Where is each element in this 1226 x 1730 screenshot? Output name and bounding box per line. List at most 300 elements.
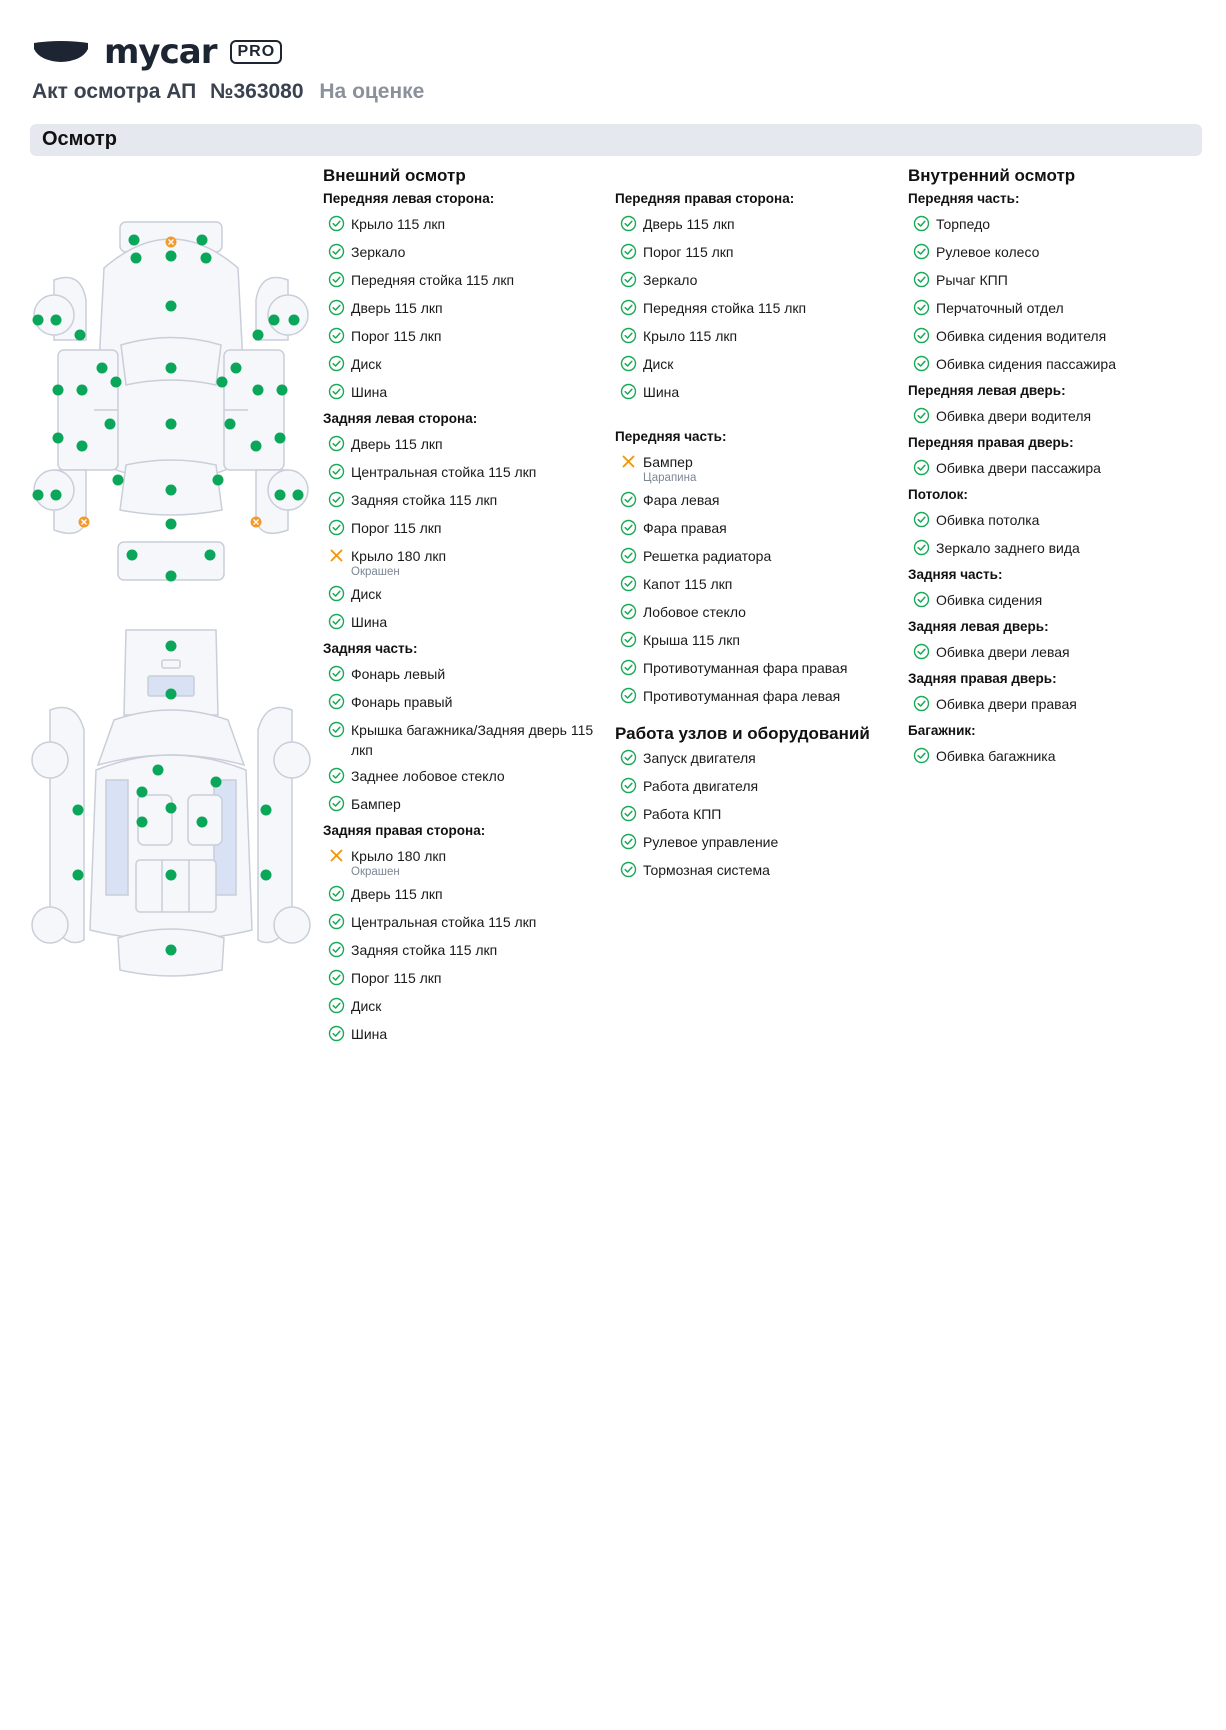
check-circle-icon	[620, 575, 637, 592]
checklist-item	[323, 584, 608, 606]
exterior-ok-marker	[33, 490, 44, 501]
checklist-item	[615, 776, 900, 798]
check-circle-icon	[620, 299, 637, 316]
checklist-item-label	[351, 794, 401, 814]
checklist-item-label	[351, 434, 443, 454]
checklist-item	[908, 270, 1193, 292]
exterior-ok-marker	[111, 377, 122, 388]
item-label-text: Противотуманная фара правая	[643, 660, 848, 676]
check-circle-icon	[328, 997, 345, 1014]
checklist-item	[908, 298, 1193, 320]
checklist-item-label	[643, 242, 734, 262]
item-label-text: Передняя стойка 115 лкп	[351, 272, 515, 288]
checklist-item	[323, 692, 608, 714]
exterior-column-left	[323, 166, 608, 1052]
check-circle-icon	[913, 511, 930, 528]
exterior-ok-marker	[217, 377, 228, 388]
group-title: Передняя часть:	[615, 429, 727, 444]
checklist-item-label	[936, 642, 1070, 662]
checklist-item	[615, 546, 900, 568]
item-label-text: Заднее лобовое стекло	[351, 768, 505, 784]
checklist-item	[615, 804, 900, 826]
checklist-item	[323, 326, 608, 348]
check-circle-icon	[328, 969, 345, 986]
checklist-item	[615, 490, 900, 512]
logo-wordmark: mycar	[104, 32, 217, 72]
check-circle-icon	[328, 243, 345, 260]
item-label-text: Тормозная система	[643, 862, 770, 878]
group-title: Передняя левая дверь:	[908, 383, 1066, 398]
checklist-item-label	[936, 326, 1106, 346]
item-label-text: Работа двигателя	[643, 778, 759, 794]
item-label-text: Фонарь правый	[351, 694, 453, 710]
item-label-text: Шина	[643, 384, 680, 400]
cross-icon	[620, 453, 637, 470]
checklist-item-label	[643, 326, 737, 346]
check-circle-icon	[328, 885, 345, 902]
item-label-text: Зеркало	[351, 244, 406, 260]
group-title: Задняя часть:	[908, 567, 1003, 582]
checklist-item	[908, 242, 1193, 264]
check-circle-icon	[620, 327, 637, 344]
checklist-item	[323, 664, 608, 686]
check-circle-icon	[913, 747, 930, 764]
checklist-item-label	[643, 658, 847, 678]
item-label-text: Дверь 115 лкп	[351, 436, 443, 452]
interior-ok-marker	[153, 765, 164, 776]
exterior-ok-marker	[197, 235, 208, 246]
checklist-item-label	[936, 590, 1042, 610]
checklist-item	[323, 968, 608, 990]
checklist-item	[323, 612, 608, 634]
checklist-item-label	[643, 490, 720, 510]
checklist-item-label	[643, 518, 727, 538]
item-label-text: Центральная стойка 115 лкп	[351, 464, 537, 480]
checklist-item	[615, 242, 900, 264]
item-label-text: Крыша 115 лкп	[643, 632, 740, 648]
exterior-ok-marker	[77, 441, 88, 452]
exterior-ok-marker	[166, 485, 177, 496]
checklist-item-label	[351, 490, 497, 510]
checklist-item-label	[351, 664, 445, 684]
checklist-item	[615, 270, 900, 292]
check-circle-icon	[620, 491, 637, 508]
checklist-item-label	[936, 214, 990, 234]
item-label-text: Диск	[351, 356, 382, 372]
checklist-item-label	[936, 458, 1101, 478]
checklist-item	[323, 462, 608, 484]
exterior-ok-marker	[201, 253, 212, 264]
check-circle-icon	[913, 407, 930, 424]
checklist-item-label	[351, 996, 381, 1016]
checklist-item-label	[351, 270, 514, 290]
interior-ok-marker	[261, 805, 272, 816]
check-circle-icon	[620, 547, 637, 564]
exterior-ok-marker	[275, 490, 286, 501]
group-title: Передняя правая сторона:	[615, 191, 795, 206]
check-circle-icon	[328, 215, 345, 232]
checklist-item	[615, 574, 900, 596]
checklist-item	[323, 490, 608, 512]
exterior-ok-marker	[205, 550, 216, 561]
exterior-ok-marker	[269, 315, 280, 326]
checklist-item	[323, 794, 608, 816]
item-label-text: Диск	[643, 356, 674, 372]
item-label-text: Запуск двигателя	[643, 750, 756, 766]
item-label-text: Зеркало заднего вида	[936, 540, 1080, 556]
logo-pro-badge: PRO	[230, 40, 282, 64]
checklist-item	[323, 846, 608, 878]
exterior-ok-marker	[293, 490, 304, 501]
exterior-ok-marker	[231, 363, 242, 374]
checklist-item-label	[936, 270, 1008, 290]
document-title	[32, 80, 424, 104]
exterior-ok-marker	[131, 253, 142, 264]
checklist-item-label	[351, 846, 446, 878]
checklist-item-label	[351, 382, 387, 402]
logo	[32, 34, 282, 70]
item-label-text: Капот 115 лкп	[643, 576, 733, 592]
group-title: Задняя часть:	[323, 641, 418, 656]
exterior-ok-marker	[225, 419, 236, 430]
checklist-item	[908, 642, 1193, 664]
item-label-text: Дверь 115 лкп	[351, 886, 443, 902]
item-label-text: Зеркало	[643, 272, 698, 288]
check-circle-icon	[620, 805, 637, 822]
interior-ok-marker	[261, 870, 272, 881]
check-circle-icon	[328, 299, 345, 316]
checklist-item-label	[351, 298, 443, 318]
item-note: Царапина	[643, 472, 697, 484]
check-circle-icon	[328, 1025, 345, 1042]
exterior-ok-marker	[289, 315, 300, 326]
check-circle-icon	[328, 795, 345, 812]
checklist-item-label	[351, 766, 505, 786]
logo-mark-icon	[32, 37, 90, 67]
check-circle-icon	[328, 519, 345, 536]
item-label-text: Фара левая	[643, 492, 720, 508]
item-label-text: Крыло 115 лкп	[643, 328, 738, 344]
check-circle-icon	[328, 271, 345, 288]
exterior-ok-marker	[213, 475, 224, 486]
checklist-item-label	[351, 518, 442, 538]
exterior-ok-marker	[53, 433, 64, 444]
item-label-text: Передняя стойка 115 лкп	[643, 300, 807, 316]
check-circle-icon	[328, 383, 345, 400]
document-status: На оценке	[319, 80, 425, 103]
exterior-ok-marker	[277, 385, 288, 396]
checklist-item-label	[936, 354, 1116, 374]
check-circle-icon	[620, 659, 637, 676]
exterior-ok-marker	[105, 419, 116, 430]
checklist-item-label	[351, 354, 381, 374]
check-circle-icon	[913, 355, 930, 372]
exterior-ok-marker	[51, 315, 62, 326]
checklist-item	[908, 354, 1193, 376]
item-label-text: Диск	[351, 998, 382, 1014]
item-label-text: Крыло 180 лкп	[351, 548, 447, 564]
item-label-text: Рулевое колесо	[936, 244, 1040, 260]
checklist-item	[615, 860, 900, 882]
checklist-item	[323, 912, 608, 934]
item-label-text: Решетка радиатора	[643, 548, 772, 564]
checklist-item	[323, 996, 608, 1018]
checklist-item-label	[643, 602, 746, 622]
checklist-item-label	[643, 214, 735, 234]
checklist-item-label	[936, 242, 1039, 262]
check-circle-icon	[620, 271, 637, 288]
item-label-text: Порог 115 лкп	[351, 520, 442, 536]
checklist-item-label	[351, 968, 442, 988]
item-note: Окрашен	[351, 866, 400, 878]
item-label-text: Шина	[351, 614, 388, 630]
check-circle-icon	[328, 491, 345, 508]
exterior-ok-marker	[253, 385, 264, 396]
check-circle-icon	[328, 693, 345, 710]
check-circle-icon	[620, 749, 637, 766]
check-circle-icon	[328, 435, 345, 452]
exterior-ok-marker	[166, 363, 177, 374]
cross-icon	[328, 847, 345, 864]
checklist-item	[615, 214, 900, 236]
item-label-text: Лобовое стекло	[643, 604, 746, 620]
checklist-item	[908, 326, 1193, 348]
checklist-item	[615, 452, 900, 484]
item-label-text: Задняя стойка 115 лкп	[351, 942, 498, 958]
interior-ok-marker	[73, 870, 84, 881]
checklist-item-label	[351, 612, 387, 632]
checklist-item-label	[351, 884, 443, 904]
checklist-item-label	[351, 462, 536, 482]
check-circle-icon	[620, 603, 637, 620]
interior-ok-marker	[137, 817, 148, 828]
check-circle-icon	[620, 355, 637, 372]
interior-ok-marker	[166, 803, 177, 814]
exterior-ok-marker	[166, 519, 177, 530]
checklist-item	[615, 354, 900, 376]
check-circle-icon	[328, 767, 345, 784]
item-label-text: Обивка двери левая	[936, 644, 1070, 660]
checklist-item-label	[643, 452, 696, 484]
checklist-item	[323, 214, 608, 236]
checklist-item-label	[643, 382, 679, 402]
item-label-text: Порог 115 лкп	[643, 244, 734, 260]
checklist-item	[908, 406, 1193, 428]
checklist-item	[615, 518, 900, 540]
check-circle-icon	[328, 585, 345, 602]
item-label-text: Обивка багажника	[936, 748, 1056, 764]
check-circle-icon	[328, 941, 345, 958]
exterior-ok-marker	[166, 251, 177, 262]
header	[32, 34, 282, 70]
item-label-text: Обивка двери пассажира	[936, 460, 1101, 476]
checklist-item-label	[936, 694, 1077, 714]
checklist-item	[323, 354, 608, 376]
column-title: Внутренний осмотр	[908, 166, 1076, 185]
checklist-item-label	[643, 748, 756, 768]
exterior-ok-marker	[166, 571, 177, 582]
item-label-text: Дверь 115 лкп	[643, 216, 735, 232]
checklist-item-label	[351, 584, 381, 604]
exterior-ok-marker	[77, 385, 88, 396]
cross-icon	[328, 547, 345, 564]
group-title: Передняя правая дверь:	[908, 435, 1074, 450]
item-label-text: Центральная стойка 115 лкп	[351, 914, 537, 930]
item-label-text: Диск	[351, 586, 382, 602]
check-circle-icon	[620, 383, 637, 400]
item-label-text: Обивка потолка	[936, 512, 1040, 528]
interior-ok-marker	[197, 817, 208, 828]
checklist-item-label	[351, 326, 442, 346]
checklist-item-label	[351, 720, 608, 760]
group-title: Задняя правая сторона:	[323, 823, 486, 838]
checklist-item	[615, 832, 900, 854]
check-circle-icon	[620, 519, 637, 536]
item-label-text: Перчаточный отдел	[936, 300, 1064, 316]
checklist-item-label	[351, 242, 405, 262]
checklist-item	[908, 694, 1193, 716]
exterior-ok-marker	[166, 301, 177, 312]
checklist-item-label	[351, 940, 497, 960]
item-label-text: Порог 115 лкп	[351, 970, 442, 986]
checklist-item-label	[643, 574, 732, 594]
checklist-item	[615, 748, 900, 770]
check-circle-icon	[913, 643, 930, 660]
exterior-ok-marker	[166, 419, 177, 430]
check-circle-icon	[913, 327, 930, 344]
checklist-item-label	[351, 1024, 387, 1044]
item-label-text: Обивка сидения	[936, 592, 1043, 608]
item-label-text: Шина	[351, 384, 388, 400]
item-label-text: Торпедо	[936, 216, 991, 232]
item-label-text: Обивка сидения пассажира	[936, 356, 1116, 372]
checklist-item-label	[936, 746, 1055, 766]
item-label-text: Фара правая	[643, 520, 727, 536]
check-circle-icon	[913, 591, 930, 608]
exterior-column-right	[615, 190, 900, 888]
section-header	[30, 124, 1202, 156]
exterior-ok-marker	[113, 475, 124, 486]
check-circle-icon	[913, 539, 930, 556]
interior-ok-marker	[137, 787, 148, 798]
check-circle-icon	[620, 777, 637, 794]
interior-ok-marker	[166, 870, 177, 881]
check-circle-icon	[620, 861, 637, 878]
check-circle-icon	[328, 913, 345, 930]
checklist-item-label	[936, 298, 1064, 318]
item-label-text: Работа КПП	[643, 806, 722, 822]
checklist-item	[323, 766, 608, 788]
column-title: Внешний осмотр	[323, 166, 466, 185]
checklist-item	[323, 434, 608, 456]
group-title: Передняя часть:	[908, 191, 1020, 206]
interior-car-diagram	[26, 620, 316, 980]
checklist-item-label	[936, 510, 1039, 530]
item-label-text: Обивка сидения водителя	[936, 328, 1107, 344]
exterior-ok-marker	[127, 550, 138, 561]
checklist-item	[908, 510, 1193, 532]
checklist-item-label	[351, 546, 446, 578]
checklist-item-label	[351, 214, 445, 234]
checklist-item-label	[643, 804, 721, 824]
check-circle-icon	[620, 687, 637, 704]
check-circle-icon	[620, 833, 637, 850]
item-label-text: Противотуманная фара левая	[643, 688, 841, 704]
check-circle-icon	[620, 631, 637, 648]
exterior-ok-marker	[253, 330, 264, 341]
checklist-item	[615, 658, 900, 680]
item-label-text: Крыло 180 лкп	[351, 848, 447, 864]
checklist-item	[323, 518, 608, 540]
group-title: Передняя левая сторона:	[323, 191, 495, 206]
item-label-text: Обивка двери правая	[936, 696, 1077, 712]
item-label-text: Крыло 115 лкп	[351, 216, 446, 232]
check-circle-icon	[913, 299, 930, 316]
item-label-text: Дверь 115 лкп	[351, 300, 443, 316]
exterior-ok-marker	[51, 490, 62, 501]
item-label-text: Крышка багажника/Задняя дверь 115 лкп	[351, 722, 594, 758]
checklist-item	[323, 546, 608, 578]
checklist-item	[323, 720, 608, 760]
exterior-ok-marker	[251, 441, 262, 452]
checklist-item-label	[643, 270, 697, 290]
check-circle-icon	[913, 215, 930, 232]
check-circle-icon	[328, 327, 345, 344]
item-label-text: Задняя стойка 115 лкп	[351, 492, 498, 508]
checklist-item	[323, 270, 608, 292]
exterior-ok-marker	[129, 235, 140, 246]
check-circle-icon	[620, 215, 637, 232]
interior-ok-marker	[166, 689, 177, 700]
check-circle-icon	[328, 613, 345, 630]
document-number: №363080	[210, 80, 304, 103]
interior-ok-marker	[166, 641, 177, 652]
item-note: Окрашен	[351, 566, 400, 578]
interior-ok-marker	[166, 945, 177, 956]
checklist-item	[323, 940, 608, 962]
check-circle-icon	[328, 355, 345, 372]
group-title: Багажник:	[908, 723, 976, 738]
checklist-item	[323, 884, 608, 906]
checklist-item	[908, 214, 1193, 236]
checklist-item	[908, 590, 1193, 612]
checklist-item-label	[643, 546, 771, 566]
check-circle-icon	[913, 271, 930, 288]
item-label-text: Бампер	[351, 796, 401, 812]
check-circle-icon	[913, 243, 930, 260]
group-title: Задняя правая дверь:	[908, 671, 1057, 686]
group-title: Потолок:	[908, 487, 968, 502]
exterior-ok-marker	[97, 363, 108, 374]
group-title: Задняя левая дверь:	[908, 619, 1049, 634]
interior-ok-marker	[211, 777, 222, 788]
check-circle-icon	[328, 463, 345, 480]
interior-column	[908, 166, 1193, 774]
exterior-ok-marker	[275, 433, 286, 444]
item-label-text: Рычаг КПП	[936, 272, 1008, 288]
checklist-item	[323, 242, 608, 264]
checklist-item-label	[643, 686, 840, 706]
exterior-ok-marker	[75, 330, 86, 341]
document-type: Акт осмотра АП	[32, 80, 197, 103]
checklist-item	[908, 538, 1193, 560]
checklist-item-label	[936, 538, 1080, 558]
item-label-text: Порог 115 лкп	[351, 328, 442, 344]
checklist-item	[323, 1024, 608, 1046]
item-label-text: Бампер	[643, 454, 693, 470]
interior-ok-marker	[73, 805, 84, 816]
item-label-text: Обивка двери водителя	[936, 408, 1092, 424]
